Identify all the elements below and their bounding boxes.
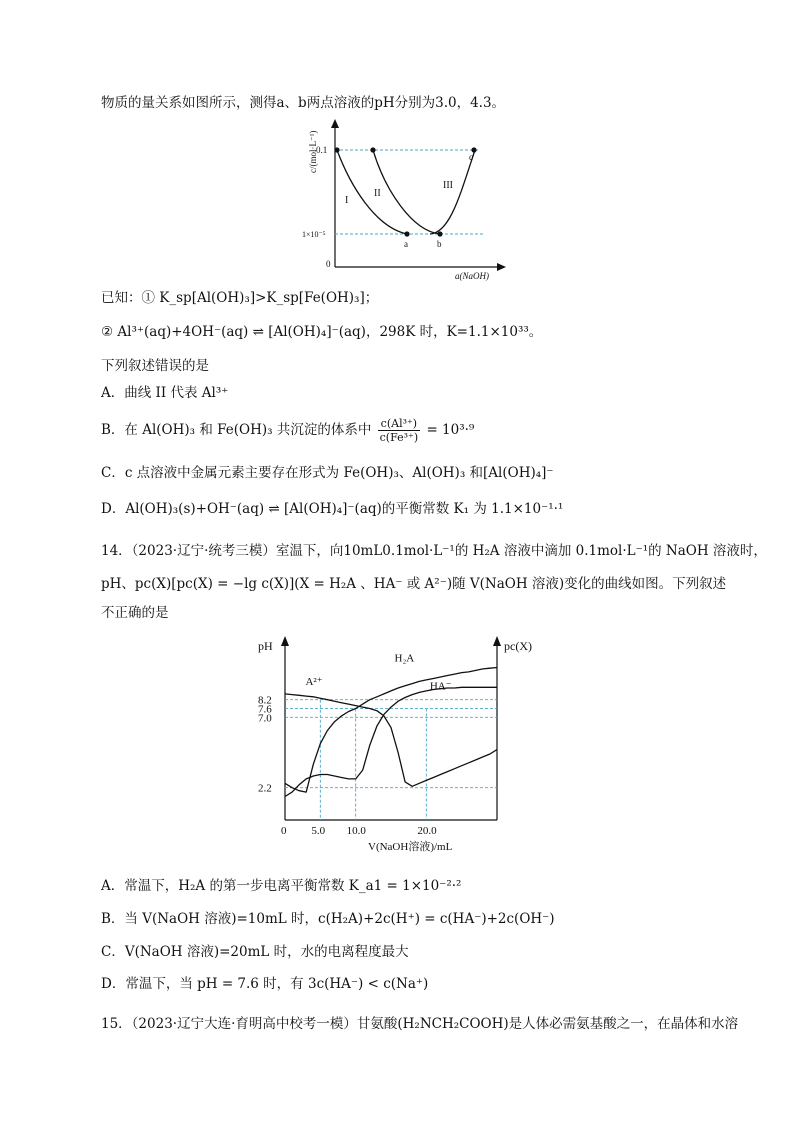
q14-left-arrow	[281, 636, 289, 646]
q14-x-tick-1: 5.0	[311, 825, 326, 837]
q14-option-a: A．常温下，H₂A 的第一步电离平衡常数 K_a1 = 1×10⁻²·²	[101, 878, 462, 894]
q13-option-b-fraction	[378, 417, 421, 444]
q13-label-II: II	[374, 188, 381, 199]
q14-option-d: D．常温下，当 pH = 7.6 时，有 3c(HA⁻) < c(Na⁺)	[101, 976, 429, 992]
q14-y-tick-1: 7.0	[258, 712, 272, 725]
q13-label-a: a	[404, 239, 408, 249]
q13-point-start-I	[334, 147, 339, 152]
q13-label-III: III	[443, 180, 453, 191]
q13-option-b-num: c(Al³⁺)	[378, 417, 421, 431]
q14-y-tick-0: 2.2	[258, 782, 272, 795]
q14-curve-label-2: HA⁻	[429, 680, 452, 693]
q13-y-label: c/(mol·L⁻¹)	[308, 130, 318, 173]
q13-x-arrow	[497, 263, 506, 271]
q13-figure	[300, 115, 530, 285]
q13-x-label: a(NaOH)	[455, 271, 489, 281]
q13-curve-I	[337, 150, 407, 234]
intro-text: 物质的量关系如图所示，测得a、b两点溶液的pH分别为3.0，4.3。	[101, 95, 506, 111]
q13-origin: 0	[326, 259, 331, 269]
q13-y-arrow	[331, 119, 339, 128]
q14-y-tick-3: 8.2	[258, 694, 272, 707]
q14-y-tick-2: 7.6	[258, 703, 272, 716]
q14-y-label-right: pc(X)	[504, 639, 532, 653]
q14-curve-label-0: A²⁺	[305, 676, 323, 689]
q13-curve-III	[430, 150, 475, 234]
q14-line-1: 14．（2023·辽宁·统考三模）室温下，向10mL0.1mol·L⁻¹的 H₂A 溶液中滴加 0.1mol·L⁻¹的 NaOH 溶液时，	[101, 543, 767, 559]
q13-option-a: A．曲线 II 代表 Al³⁺	[101, 385, 229, 401]
q14-x-tick-3: 20.0	[417, 825, 437, 837]
q15-line-1: 15．（2023·辽宁大连·育明高中校考一模）甘氨酸(H₂NCH₂COOH)是人体必需氨基酸之一，在晶体和水溶	[101, 1016, 739, 1032]
q14-option-c: C．V(NaOH 溶液)=20mL 时，水的电离程度最大	[101, 944, 409, 960]
q13-label-b: b	[437, 239, 442, 249]
q13-tick-top: 0.1	[316, 145, 328, 155]
q13-label-c: c	[469, 152, 473, 162]
q13-point-start-II	[370, 147, 375, 152]
q14-x-tick-2: 10.0	[346, 825, 366, 837]
q13-stem: 下列叙述错误的是	[101, 358, 209, 374]
q13-tick-low: 1×10⁻⁵	[302, 230, 326, 239]
q13-option-b-text: B．在 Al(OH)₃ 和 Fe(OH)₃ 共沉淀的体系中	[101, 422, 372, 438]
known-1: 已知：① K_sp[Al(OH)₃]>K_sp[Fe(OH)₃]；	[101, 290, 379, 306]
q13-point-b	[437, 231, 442, 236]
q14-right-arrow	[493, 636, 501, 646]
known-2: ② Al³⁺(aq)+4OH⁻(aq) ⇌ [Al(OH)₄]⁻(aq)，298K 时，K=1.1×10³³。	[101, 324, 543, 340]
q14-curve-label-1: H₂A	[394, 652, 415, 665]
q13-point-a	[404, 231, 409, 236]
q14-option-b: B．当 V(NaOH 溶液)=10mL 时，c(H₂A)+2c(H⁺) = c(HA⁻)+2c(OH⁻)	[101, 911, 555, 927]
q14-line-3: 不正确的是	[101, 605, 169, 621]
q13-label-I: I	[345, 195, 349, 206]
q13-option-b	[101, 414, 474, 446]
q13-option-c: C．c 点溶液中金属元素主要存在形式为 Fe(OH)₃、Al(OH)₃ 和[Al(OH)₄]⁻	[101, 465, 554, 481]
q14-x-tick-0: 0	[281, 825, 287, 837]
q13-option-b-value: = 10³·⁹	[426, 422, 475, 438]
q14-x-label: V(NaOH溶液)/mL	[368, 841, 453, 853]
q14-chart	[250, 630, 560, 862]
q13-option-d: D．Al(OH)₃(s)+OH⁻(aq) ⇌ [Al(OH)₄]⁻(aq)的平衡常数 K₁ 为 1.1×10⁻¹·¹	[101, 501, 564, 517]
q14-series-0	[285, 687, 497, 796]
q14-line-2: pH、pc(X)[pc(X) = −lg c(X)](X = H₂A 、HA⁻ 或 A²⁻)随 V(NaOH 溶液)变化的曲线如图。下列叙述	[101, 576, 727, 592]
q14-y-label-left: pH	[258, 639, 273, 653]
q13-option-b-den: c(Fe³⁺)	[379, 431, 419, 444]
